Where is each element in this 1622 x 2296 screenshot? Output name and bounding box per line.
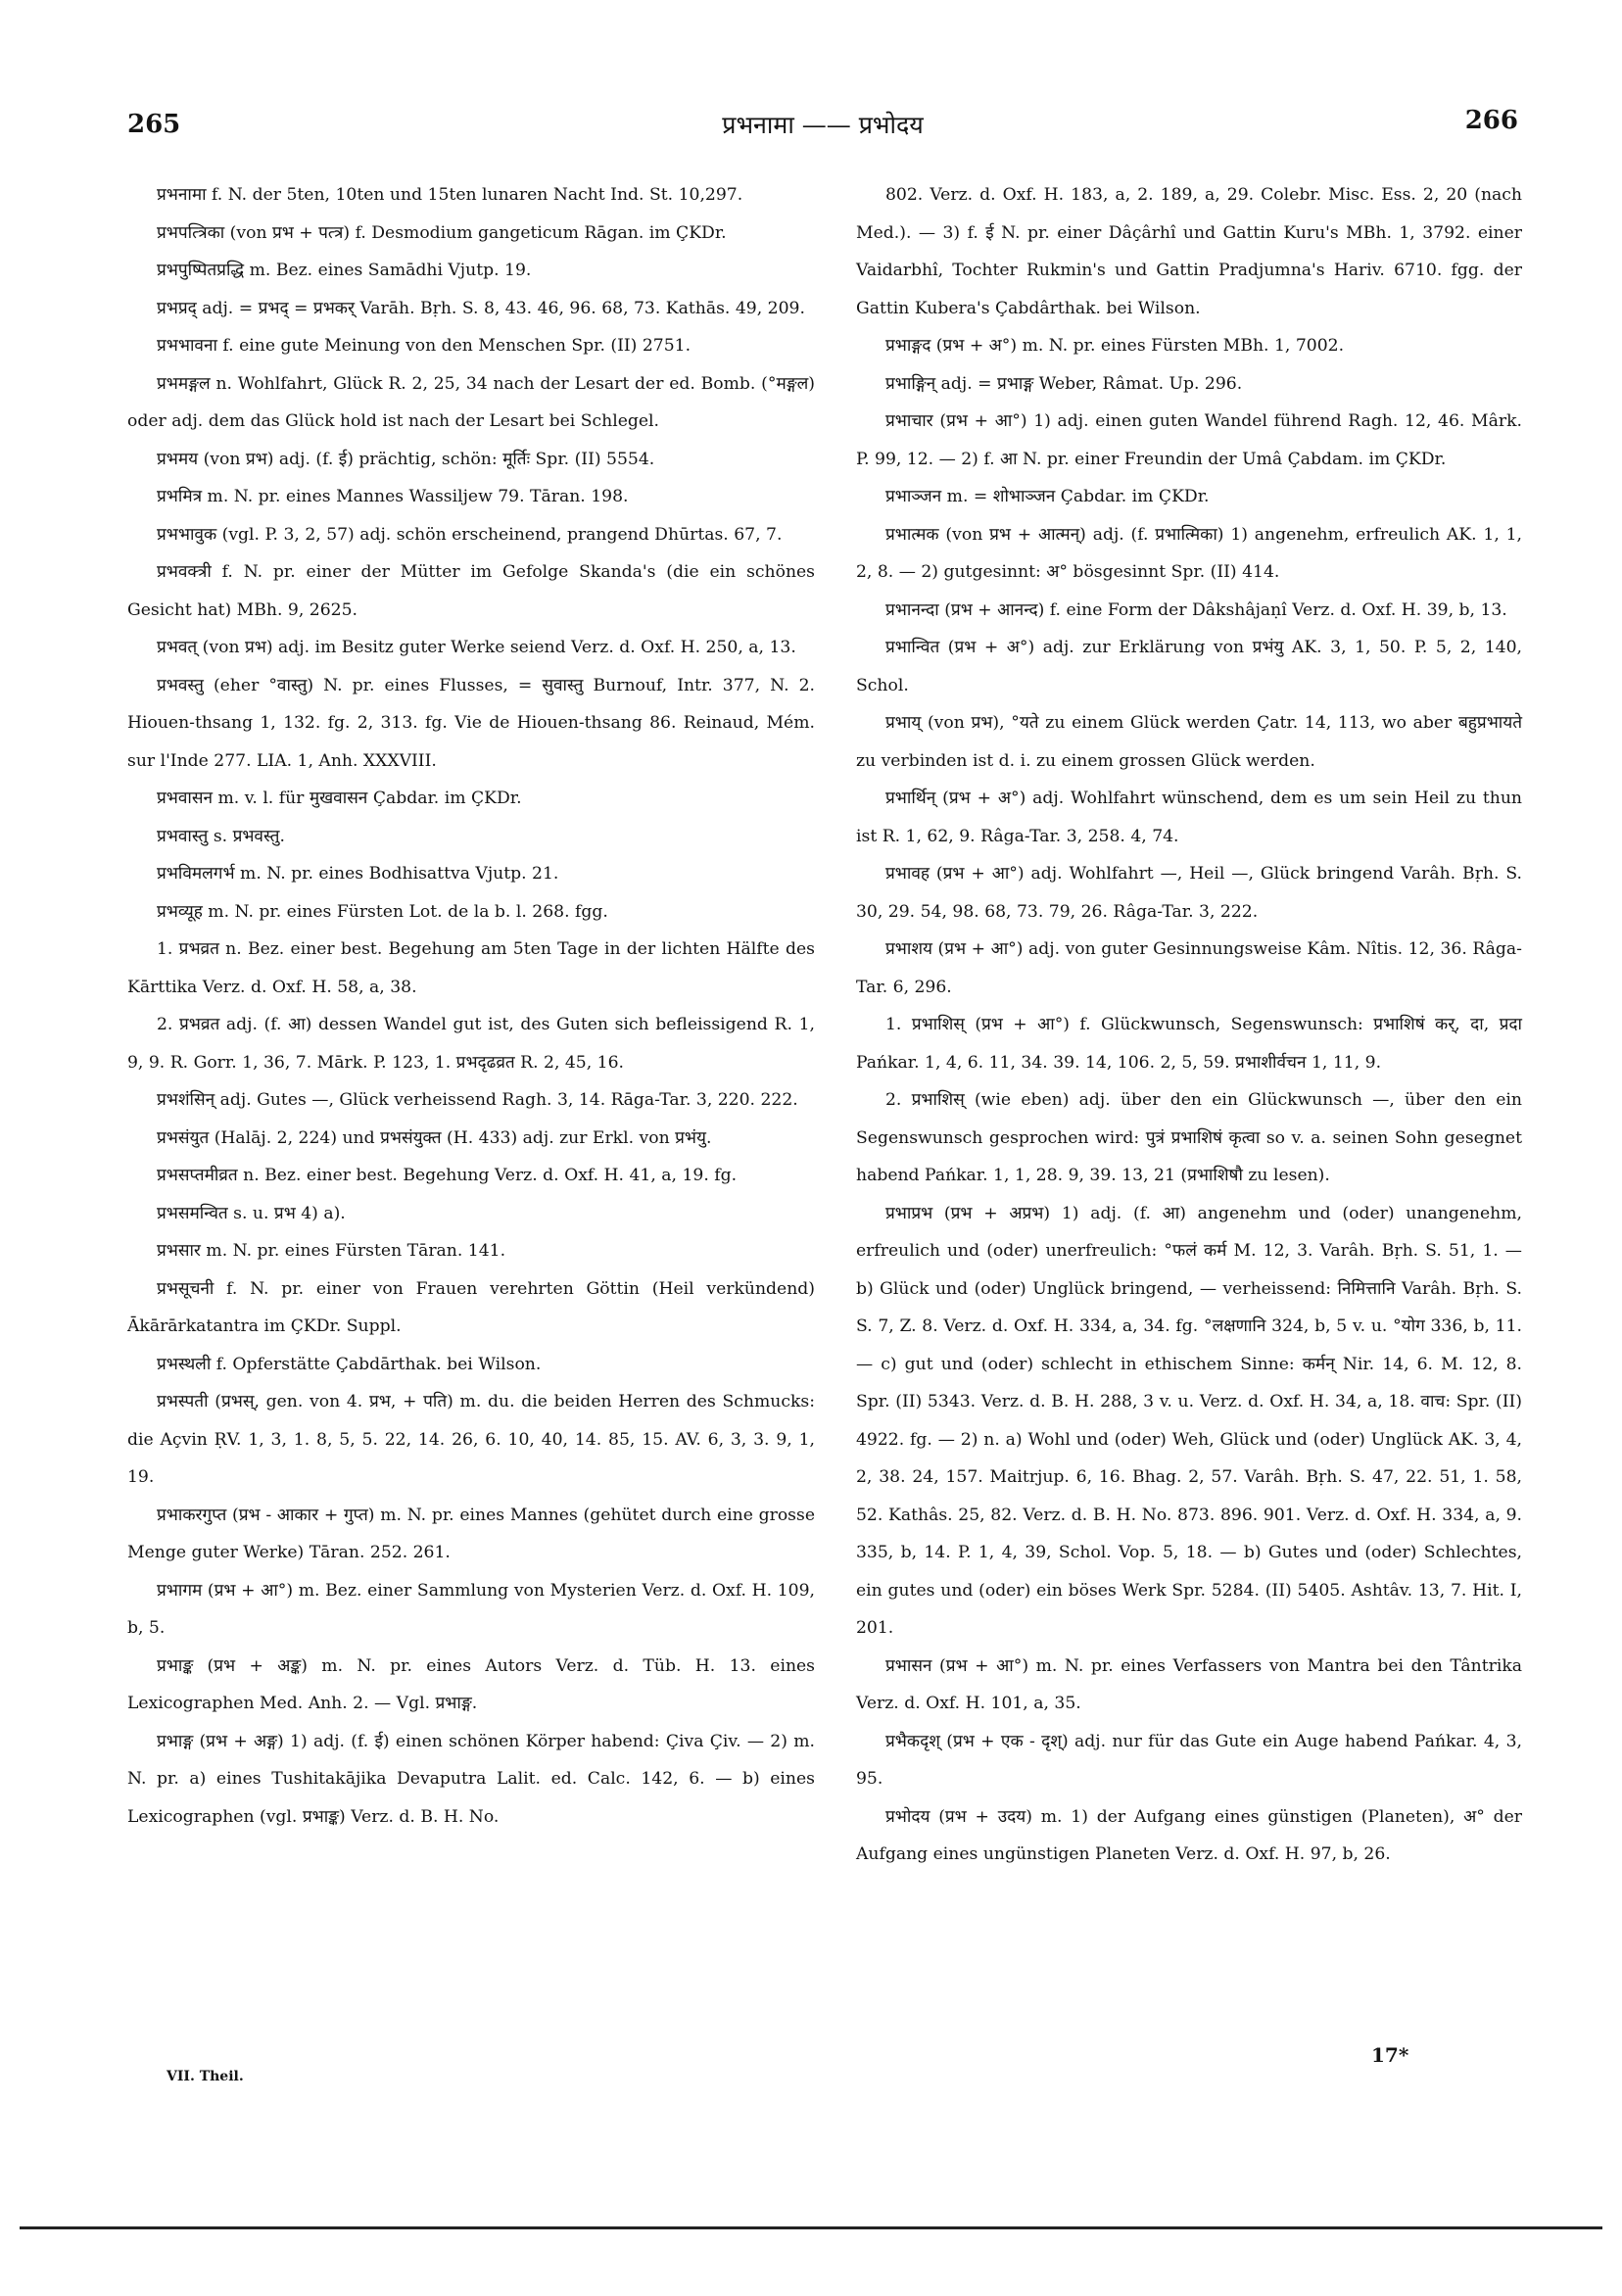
left-column — [127, 176, 815, 1836]
dictionary-entry: प्रभाचार (प्रभ + आ°) 1) adj. einen guten Wandel führend Ragh. 12, 46. Mârk. P. 99, 12. — 2) f. आ N. pr. einer Freundin der Umâ Çabdam. im ÇKDr. — [856, 411, 1522, 469]
page-number-left: 265 — [127, 110, 181, 139]
dictionary-entry: प्रभाय् (von प्रभ), °यते zu einem Glück werden Çatr. 14, 113, wo aber बहुप्रभायते zu verbinden ist d. i. zu einem grossen Glück werden. — [856, 713, 1522, 771]
dictionary-entry: प्रभस्पती (प्रभस्, gen. von 4. प्रभ, + पति) m. du. die beiden Herren des Schmucks: die Açvin ṚV. 1, 3, 1. 8, 5, 5. 22, 14. 26, 6. 10, 40, 14. 85, 15. AV. 6, 3, 3. 9, 1, 19. — [127, 1392, 815, 1487]
dictionary-entry: प्रभसार m. N. pr. eines Fürsten Tāran. 141. — [157, 1241, 506, 1261]
dictionary-entry: प्रभोदय (प्रभ + उदय) m. 1) der Aufgang eines günstigen (Planeten), अ° der Aufgang eines ungünstigen Planeten Verz. d. Oxf. H. 97, b, 26. — [856, 1806, 1522, 1864]
dictionary-entry: प्रभाङ्ग (प्रभ + अङ्ग) 1) adj. (f. ई) einen schönen Körper habend: Çiva Çiv. — 2) m. N. pr. a) eines Tushitakājika Devaputra Lalit. ed. Calc. 142, 6. — b) eines Lexicographen (vgl. प्रभाङ्क) Verz. d. B. H. No. — [127, 1731, 815, 1827]
dictionary-entry: प्रभवत् (von प्रभ) adj. im Besitz guter Werke seiend Verz. d. Oxf. H. 250, a, 13. — [157, 638, 796, 657]
dictionary-entry: 1. प्रभव्रत n. Bez. einer best. Begehung am 5ten Tage in der lichten Hälfte des Kārttika Verz. d. Oxf. H. 58, a, 38. — [127, 939, 815, 997]
dictionary-entry: 802. Verz. d. Oxf. H. 183, a, 2. 189, a, 29. Colebr. Misc. Ess. 2, 20 (nach Med.). — 3) f. ई N. pr. einer Dâçârhî und Gattin Kuru's MBh. 1, 3792. einer Vaidarbhî, Tochter Rukmin's und Gattin Pradjumna's Hariv. 6710. fgg. der Gattin Kubera's Çabdârthak. bei Wilson. — [856, 185, 1522, 318]
dictionary-entry: प्रभस्थली f. Opferstätte Çabdārthak. bei Wilson. — [157, 1354, 542, 1374]
right-column — [856, 176, 1522, 1874]
dictionary-entry: प्रभान्वित (प्रभ + अ°) adj. zur Erklärung von प्रभंयु AK. 3, 1, 50. P. 5, 2, 140, Schol. — [856, 638, 1522, 695]
dictionary-entry: प्रभाप्रभ (प्रभ + अप्रभ) 1) adj. (f. आ) angenehm und (oder) unangenehm, erfreulich und (oder) unerfreulich: °फलं कर्म M. 12, 3. Varâh. Bṛh. S. 51, 1. — b) Glück und (oder) Unglück bringend, — verheissend: निमित्तानि Varâh. Bṛh. S. S. 7, Z. 8. Verz. d. Oxf. H. 334, a, 34. fg. °लक्षणानि 324, b, 5 v. u. °योग 336, b, 11. — c) gut und (oder) schlecht in ethischem Sinne: कर्मन् Nir. 14, 6. M. 12, 8. Spr. (II) 5343. Verz. d. B. H. 288, 3 v. u. Verz. d. Oxf. H. 34, a, 18. वाच: Spr. (II) 4922. fg. — 2) n. a) Wohl und (oder) Weh, Glück und (oder) Unglück AK. 3, 4, 2, 38. 24, 157. Maitrjup. 6, 16. Bhag. 2, 57. Varâh. Bṛh. S. 47, 22. 51, 1. 58, 52. Kathâs. 25, 82. Verz. d. B. H. No. 873. 896. 901. Verz. d. Oxf. H. 334, a, 9. 335, b, 14. P. 1, 4, 39, Schol. Vop. 5, 18. — b) Gutes und (oder) Schlechtes, ein gutes und (oder) ein böses Werk Spr. 5284. (II) 5405. Ashtâv. 13, 7. Hit. I, 201. — [856, 1203, 1522, 1638]
dictionary-entry: प्रभाशय (प्रभ + आ°) adj. von guter Gesinnungsweise Kâm. Nîtis. 12, 36. Râga-Tar. 6, 296. — [856, 939, 1522, 997]
dictionary-entry: प्रभाञ्जन m. = शोभाञ्जन Çabdar. im ÇKDr. — [885, 487, 1210, 506]
sheet-number: 17* — [1371, 2043, 1409, 2067]
dictionary-entry: प्रभपत्त्रिका (von प्रभ + पत्त्र) f. Desmodium gangeticum Rāgan. im ÇKDr. — [157, 222, 727, 243]
dictionary-entry: प्रभमित्र m. N. pr. eines Mannes Wassiljew 79. Tāran. 198. — [157, 487, 629, 506]
dictionary-entry: प्रभागम (प्रभ + आ°) m. Bez. einer Sammlung von Mysterien Verz. d. Oxf. H. 109, b, 5. — [127, 1580, 815, 1638]
dictionary-entry: प्रभशंसिन् adj. Gutes —, Glück verheissend Ragh. 3, 14. Rāga-Tar. 3, 220. 222. — [157, 1090, 798, 1110]
dictionary-entry: प्रभानन्दा (प्रभ + आनन्द) f. eine Form der Dâkshâjaṇî Verz. d. Oxf. H. 39, b, 13. — [885, 599, 1507, 620]
page-number-right: 266 — [1464, 106, 1518, 135]
dictionary-entry: प्रभवस्तु (eher °वास्तु) N. pr. eines Flusses, = सुवास्तु Burnouf, Intr. 377, N. 2. Hiouen-thsang 1, 132. fg. 2, 313. fg. Vie de Hiouen-thsang 86. Reinaud, Mém. sur l'Inde 277. LIA. 1, Anh. XXXVIII. — [127, 675, 815, 771]
dictionary-entry: प्रभासन (प्रभ + आ°) m. N. pr. eines Verfassers von Mantra bei den Tântrika Verz. d. Oxf. H. 101, a, 35. — [856, 1655, 1522, 1713]
dictionary-entry: प्रभमय (von प्रभ) adj. (f. ई) prächtig, schön: मूर्तिः Spr. (II) 5554. — [157, 449, 655, 469]
dictionary-entry: प्रभमङ्गल n. Wohlfahrt, Glück R. 2, 25, 34 nach der Lesart der ed. Bomb. (°मङ्गल) oder adj. dem das Glück hold ist nach der Lesart bei Schlegel. — [127, 373, 815, 431]
dictionary-entry: प्रभार्थिन् (प्रभ + अ°) adj. Wohlfahrt wünschend, dem es um sein Heil zu thun ist R. 1, 62, 9. Râga-Tar. 3, 258. 4, 74. — [856, 789, 1522, 846]
dictionary-entry: प्रभसंयुत (Halāj. 2, 224) und प्रभसंयुक्त (H. 433) adj. zur Erkl. von प्रभंयु. — [157, 1127, 712, 1148]
volume-signature: VII. Theil. — [167, 2069, 244, 2084]
bottom-rule — [20, 2226, 1602, 2229]
dictionary-entry: प्रभनामा f. N. der 5ten, 10ten und 15ten lunaren Nacht Ind. St. 10,297. — [157, 185, 743, 205]
dictionary-entry: प्रभैकदृश् (प्रभ + एक - दृश्) adj. nur für das Gute ein Auge habend Pańkar. 4, 3, 95. — [856, 1731, 1522, 1789]
dictionary-entry: 2. प्रभाशिस् (wie eben) adj. über den ein Glückwunsch —, über den ein Segenswunsch gesprochen wird: पुत्रं प्रभाशिषं कृत्वा so v. a. seinen Sohn gesegnet habend Pańkar. 1, 1, 28. 9, 39. 13, 21 (प्रभाशिषौ zu lesen). — [856, 1090, 1522, 1185]
running-title: प्रभनामा —— प्रभोदय — [722, 111, 924, 139]
dictionary-entry: प्रभात्मक (von प्रभ + आत्मन्) adj. (f. प्रभात्मिका) 1) angenehm, erfreulich AK. 1, 1, 2, 8. — 2) gutgesinnt: अ° bösgesinnt Spr. (II) 414. — [856, 524, 1522, 582]
dictionary-entry: 1. प्रभाशिस् (प्रभ + आ°) f. Glückwunsch, Segenswunsch: प्रभाशिषं कर्, दा, प्रदा Pańkar. 1, 4, 6. 11, 34. 39. 14, 106. 2, 5, 59. प्रभाशीर्वचन 1, 11, 9. — [856, 1015, 1522, 1073]
dictionary-entry: प्रभवास्तु s. प्रभवस्तु. — [157, 826, 285, 846]
dictionary-entry: प्रभसप्तमीव्रत n. Bez. einer best. Begehung Verz. d. Oxf. H. 41, a, 19. fg. — [157, 1166, 738, 1185]
dictionary-entry: प्रभविमलगर्भ m. N. pr. eines Bodhisattva Vjutp. 21. — [157, 864, 559, 884]
dictionary-entry: प्रभसूचनी f. N. pr. einer von Frauen verehrten Göttin (Heil verkündend) Ākārārkatantra im ÇKDr. Suppl. — [127, 1278, 815, 1336]
dictionary-entry: प्रभव्यूह m. N. pr. eines Fürsten Lot. de la b. l. 268. fgg. — [157, 901, 608, 922]
dictionary-entry: प्रभप्रद् adj. = प्रभद् = प्रभकर् Varāh. Bṛh. S. 8, 43. 46, 96. 68, 73. Kathās. 49, 209. — [157, 298, 805, 318]
dictionary-entry: प्रभवक्त्री f. N. pr. einer der Mütter im Gefolge Skanda's (die ein schönes Gesicht hat) MBh. 9, 2625. — [127, 562, 815, 620]
dictionary-entry: प्रभाङ्क (प्रभ + अङ्क) m. N. pr. eines Autors Verz. d. Tüb. H. 13. eines Lexicographen Med. Anh. 2. — Vgl. प्रभाङ्ग. — [127, 1655, 815, 1713]
dictionary-entry: प्रभाङ्गिन् adj. = प्रभाङ्ग Weber, Râmat. Up. 296. — [885, 373, 1243, 394]
dictionary-entry: प्रभावह (प्रभ + आ°) adj. Wohlfahrt —, Heil —, Glück bringend Varâh. Bṛh. S. 30, 29. 54, 98. 68, 73. 79, 26. Râga-Tar. 3, 222. — [856, 864, 1522, 922]
dictionary-entry: प्रभाङ्गद (प्रभ + अ°) m. N. pr. eines Fürsten MBh. 1, 7002. — [885, 336, 1345, 356]
dictionary-entry: प्रभभावना f. eine gute Meinung von den Menschen Spr. (II) 2751. — [157, 336, 692, 356]
dictionary-entry: प्रभाकरगुप्त (प्रभ - आकार + गुप्त) m. N. pr. eines Mannes (gehütet durch eine grosse Menge guter Werke) Tāran. 252. 261. — [127, 1505, 815, 1562]
dictionary-entry: 2. प्रभव्रत adj. (f. आ) dessen Wandel gut ist, des Guten sich befleissigend R. 1, 9, 9. R. Gorr. 1, 36, 7. Mārk. P. 123, 1. प्रभदृढव्रत R. 2, 45, 16. — [127, 1015, 815, 1073]
page-header — [127, 106, 1518, 145]
dictionary-entry: प्रभपुष्पितप्रद्धि m. Bez. eines Samādhi Vjutp. 19. — [157, 261, 532, 280]
dictionary-entry: प्रभसमन्वित s. u. प्रभ 4) a). — [157, 1203, 346, 1223]
dictionary-entry: प्रभभावुक (vgl. P. 3, 2, 57) adj. schön erscheinend, prangend Dhūrtas. 67, 7. — [157, 524, 783, 545]
dictionary-entry: प्रभवासन m. v. l. für मुखवासन Çabdar. im ÇKDr. — [157, 789, 522, 808]
